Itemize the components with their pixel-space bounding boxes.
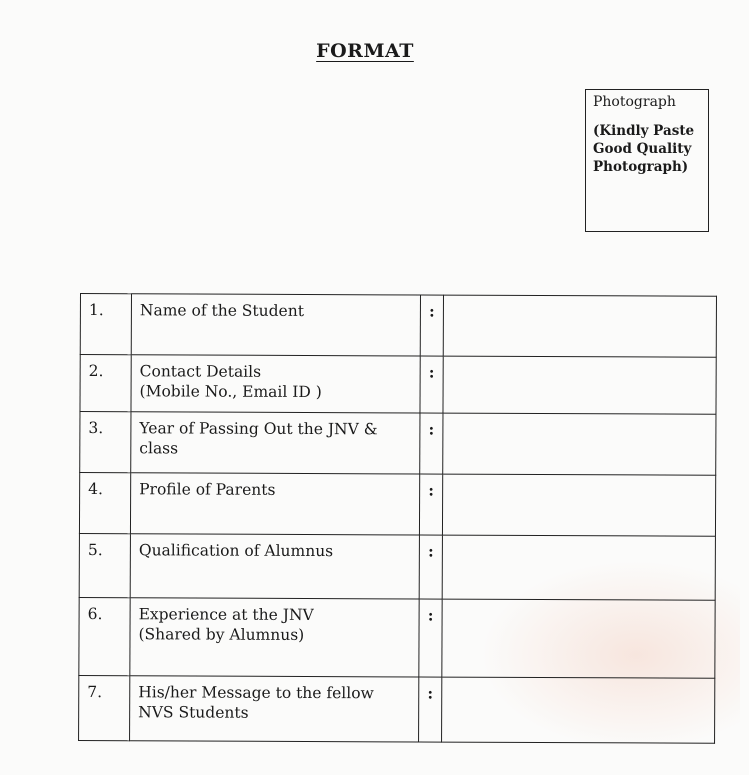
field-label xyxy=(130,473,419,535)
value-cell[interactable] xyxy=(442,599,715,678)
colon-separator: : xyxy=(419,474,442,535)
field-label-text: Contact Details xyxy=(139,362,262,381)
row-number: 3. xyxy=(80,412,131,473)
row-number: 2. xyxy=(80,355,131,412)
value-cell[interactable] xyxy=(442,474,715,536)
value-cell[interactable] xyxy=(442,677,715,743)
field-label xyxy=(131,355,420,413)
field-label xyxy=(131,294,420,356)
photograph-note: (Kindly Paste Good Quality Photograph) xyxy=(593,123,695,175)
field-label xyxy=(130,676,419,742)
table-row xyxy=(80,294,716,358)
value-cell[interactable] xyxy=(443,356,716,414)
field-label-subtext: (Shared by Alumnus) xyxy=(138,625,305,644)
row-number: 4. xyxy=(79,473,130,534)
field-label-text: Profile of Parents xyxy=(139,480,276,499)
value-cell[interactable] xyxy=(443,413,716,475)
page-title xyxy=(0,40,730,62)
title-text: FORMAT xyxy=(316,40,414,62)
table-row xyxy=(79,597,715,678)
colon-separator: : xyxy=(419,677,442,742)
form-table xyxy=(78,293,717,744)
table-row xyxy=(79,675,715,743)
field-label-text: His/her Message to the fellow NVS Students xyxy=(138,683,374,722)
table-row xyxy=(79,473,715,537)
colon-separator: : xyxy=(420,413,443,474)
colon-separator: : xyxy=(420,295,443,356)
table-row xyxy=(80,412,716,476)
photograph-label: Photograph xyxy=(593,94,676,110)
field-label-subtext: (Mobile No., Email ID ) xyxy=(139,382,322,402)
row-number: 7. xyxy=(79,675,130,740)
row-number: 1. xyxy=(80,294,131,355)
colon-separator: : xyxy=(419,535,442,599)
colon-separator: : xyxy=(420,356,443,413)
field-label-text: Experience at the JNV xyxy=(138,605,314,625)
value-cell[interactable] xyxy=(442,535,715,600)
row-number: 5. xyxy=(79,533,130,597)
photograph-box xyxy=(585,89,709,232)
field-label-text: Name of the Student xyxy=(139,301,305,320)
field-label-text: Year of Passing Out the JNV & class xyxy=(139,419,378,458)
field-label xyxy=(130,534,419,599)
value-cell[interactable] xyxy=(443,295,716,357)
field-label xyxy=(131,412,420,474)
row-number: 6. xyxy=(79,597,130,675)
field-label-text: Qualification of Alumnus xyxy=(138,541,334,561)
table-row xyxy=(80,355,716,415)
table-row xyxy=(79,533,715,600)
colon-separator: : xyxy=(419,599,442,677)
field-label xyxy=(130,598,419,677)
